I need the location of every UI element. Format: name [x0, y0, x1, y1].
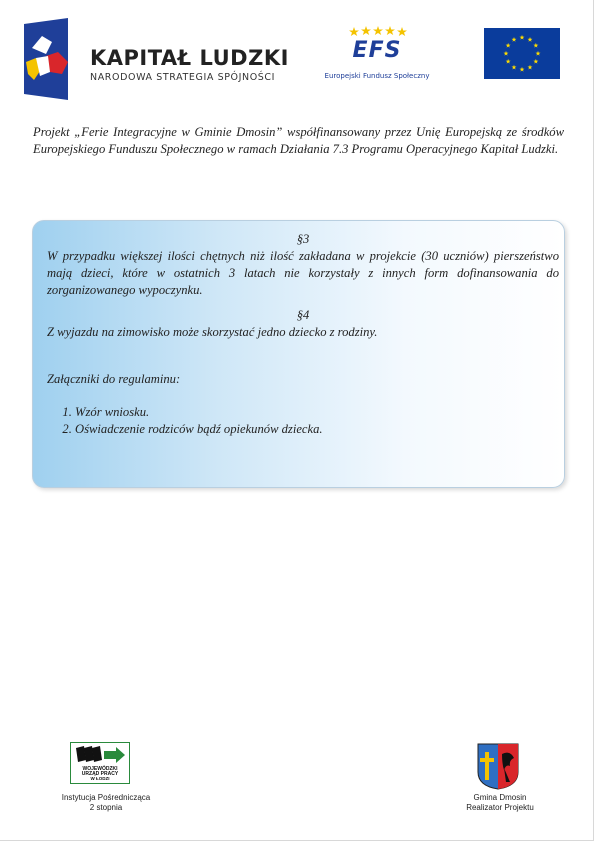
intermediate-institution-line-2: 2 stopnia	[89, 803, 123, 812]
kapital-ludzki-title: KAPITAŁ LUDZKI	[90, 46, 289, 70]
intermediate-institution-label	[46, 793, 166, 813]
section-4-heading: §4	[296, 308, 310, 322]
attachment-item: 2. Oświadczenie rodziców bądź opiekunów dziecka.	[75, 421, 559, 438]
section-3-text: W przypadku większej ilości chętnych niż ilość zakładana w projekcie (30 uczniów) pierszeństwo mają dzieci, które w ostatnich 3 latach nie korzystały z innych form dofinansowania do zorganizowanego wypoczynku.	[47, 249, 559, 297]
attachments-heading: Załączniki do regulaminu:	[47, 372, 181, 386]
section-4-text: Z wyjazdu na zimowisko może skorzystać jedno dziecko z rodziny.	[47, 325, 378, 339]
coat-of-arms-icon	[476, 742, 520, 790]
wup-logo-line-3: W ŁODZI	[90, 776, 110, 781]
efs-title: EFS	[352, 38, 402, 63]
wup-logo-line-1: WOJEWÓDZKI	[82, 766, 118, 772]
regulation-content-box	[32, 220, 565, 488]
efs-subtitle: Europejski Fundusz Społeczny	[324, 72, 430, 80]
efs-logo	[322, 26, 432, 86]
kapital-ludzki-logo	[22, 18, 289, 102]
intermediate-institution-line-1: Instytucja Pośrednicząca	[61, 793, 151, 802]
wup-logo-line-2: URZĄD PRACY	[81, 771, 119, 777]
attachment-item: 1. Wzór wniosku.	[75, 404, 559, 421]
project-intro: Projekt „Ferie Integracyjne w Gminie Dmosin” współfinansowany przez Unię Europejską ze środków Europejskiego Funduszu Społecznego w ramach Działania 7.3 Programu Operacyjnego Kapitał Ludzki.	[33, 125, 564, 156]
gmina-role: Realizator Projektu	[466, 803, 534, 812]
kapital-ludzki-emblem-icon	[22, 18, 72, 100]
efs-stars-icon	[348, 26, 408, 38]
kapital-ludzki-subtitle: NARODOWA STRATEGIA SPÓJNOŚCI	[90, 72, 276, 83]
regulation-content	[47, 231, 559, 438]
project-implementer-label	[450, 793, 550, 813]
wup-logo-icon	[70, 742, 130, 784]
eu-flag-icon	[484, 28, 560, 79]
section-3-heading: §3	[296, 232, 310, 246]
attachments-list	[47, 404, 559, 438]
gmina-name: Gmina Dmosin	[473, 793, 527, 802]
